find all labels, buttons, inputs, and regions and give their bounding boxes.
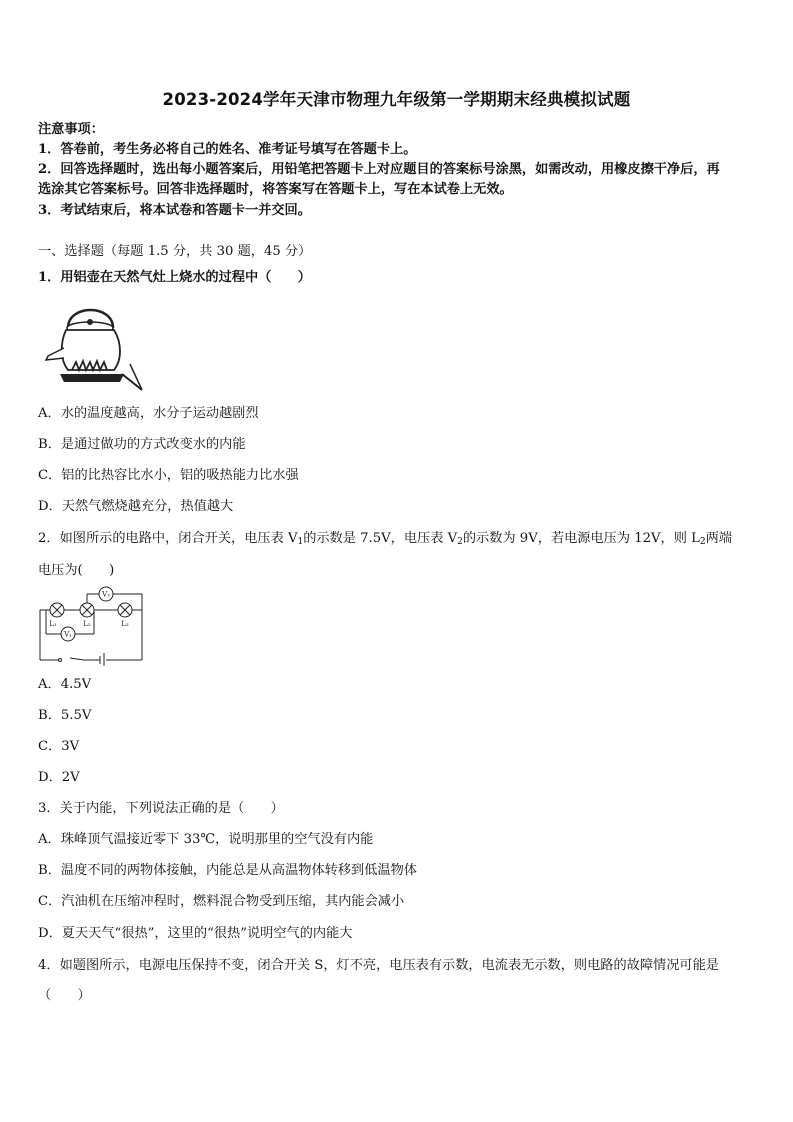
notice-item: 选涂其它答案标号。回答非选择题时，将答案写在答题卡上，写在本试卷上无效。: [38, 182, 513, 197]
voltmeter-v1-label: V₁: [64, 630, 72, 639]
option-c: C．铝的比热容比水小，铝的吸热能力比水强: [38, 468, 299, 483]
option-b: B．是通过做功的方式改变水的内能: [38, 437, 246, 452]
question-4-stem-line2: （ ）: [38, 988, 91, 1003]
option-d: D．夏天天气“很热”，这里的“很热”说明空气的内能大: [38, 926, 353, 941]
option-a: A．珠峰顶气温接近零下 33℃，说明那里的空气没有内能: [38, 832, 374, 847]
notice-heading: 注意事项：: [38, 122, 104, 137]
lamp-l2-label: L₂: [83, 620, 91, 628]
lamp-l3-label: L₃: [121, 620, 129, 628]
kettle-figure: [38, 298, 148, 392]
voltmeter-v2-label: V₂: [102, 590, 110, 599]
question-1-stem: 1．用铝壶在天然气灶上烧水的过程中（ ）: [38, 270, 311, 285]
page-title: 2023-2024学年天津市物理九年级第一学期期末经典模拟试题: [162, 90, 631, 109]
option-a: A．水的温度越高，水分子运动越剧烈: [38, 406, 259, 421]
option-c: C．3V: [38, 739, 80, 754]
circuit-figure-q2: [36, 586, 146, 666]
lamp-l1-label: L₁: [49, 620, 57, 628]
question-2-stem-line2: 电压为( ): [38, 563, 115, 578]
notice-item: 1．答卷前，考生务必将自己的姓名、准考证号填写在答题卡上。: [38, 142, 417, 157]
notice-item: 2．回答选择题时，选出每小题答案后，用铅笔把答题卡上对应题目的答案标号涂黑，如需改动，用橡皮擦干净后，再: [38, 162, 720, 177]
question-2-stem: 2．如图所示的电路中，闭合开关，电压表 $V_1$的示数是 7.5V，电压表 $V_2$的示数为 9V，若电源电压为 12V，则 $L_2$两端: [38, 531, 732, 547]
option-b: B．温度不同的两物体接触，内能总是从高温物体转移到低温物体: [38, 863, 417, 878]
option-d: D．2V: [38, 770, 80, 785]
section-heading: 一、选择题（每题 1.5 分，共 30 题，45 分）: [38, 244, 312, 259]
question-3-stem: 3．关于内能，下列说法正确的是（ ）: [38, 801, 284, 816]
question-4-stem: 4．如题图所示，电源电压保持不变，闭合开关 S，灯不亮，电压表有示数，电流表无示数，则电路的故障情况可能是: [38, 958, 719, 973]
option-a: A．4.5V: [38, 677, 92, 692]
option-c: C．汽油机在压缩冲程时，燃料混合物受到压缩，其内能会减小: [38, 894, 405, 909]
option-d: D．天然气燃烧越充分，热值越大: [38, 499, 234, 514]
notice-item: 3．考试结束后，将本试卷和答题卡一并交回。: [38, 203, 311, 218]
option-b: B．5.5V: [38, 708, 92, 723]
